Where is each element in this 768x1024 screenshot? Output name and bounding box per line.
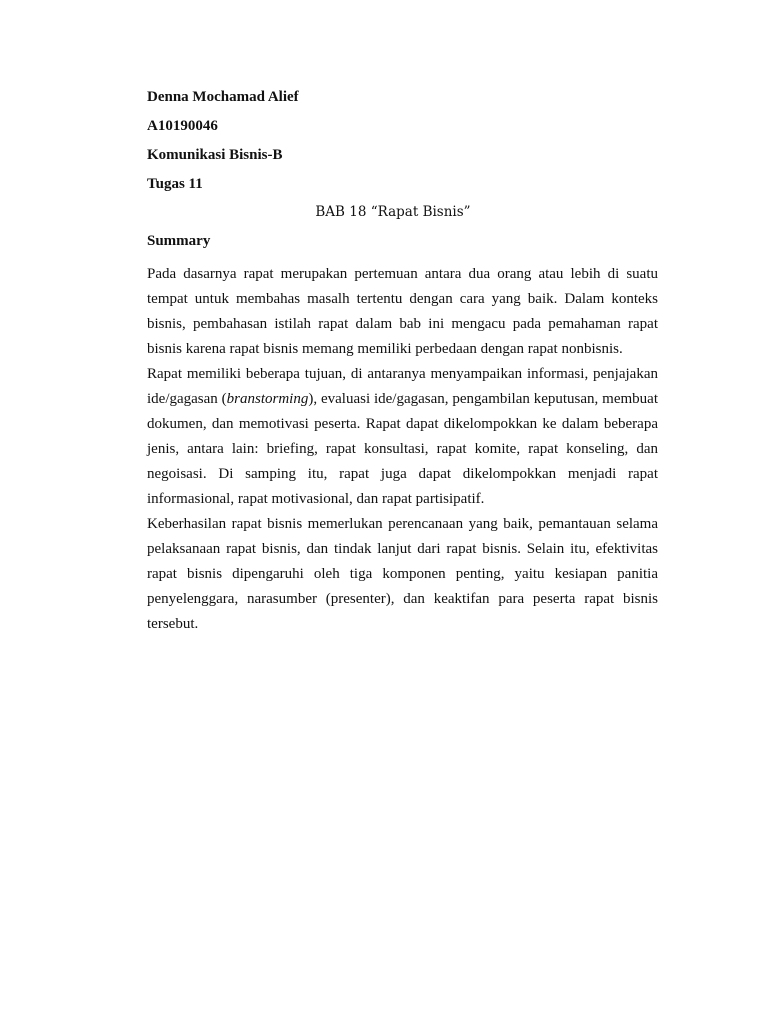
course-name: Komunikasi Bisnis-B — [147, 147, 283, 163]
paragraph-2-text-end: ), evaluasi ide/gagasan, pengambilan keputusan, membuat dokumen, dan memotivasi peserta. Rapat dapat dikelompokkan ke dalam beberapa jenis, antara lain: briefing, rapat konsultasi, rapat komite, rapat konseling, dan negoisasi. Di samping itu, rapat juga dapat dikelompokkan menjadi rapat informasional, rapat motivasional, dan rapat partisipatif. — [147, 391, 658, 507]
paragraph-2-italic-term: branstorming — [226, 391, 309, 407]
paragraph-2 — [147, 362, 658, 512]
assignment-label: Tugas 11 — [147, 176, 203, 192]
author-name: Denna Mochamad Alief — [147, 89, 299, 105]
document-title-row — [0, 203, 768, 221]
summary-body — [147, 262, 658, 637]
paragraph-1: Pada dasarnya rapat merupakan pertemuan antara dua orang atau lebih di suatu tempat untuk membahas masalh tertentu dengan cara yang baik. Dalam konteks bisnis, pembahasan istilah rapat dalam bab ini mengacu pada pemahaman rapat bisnis karena rapat bisnis memang memiliki perbedaan dengan rapat nonbisnis. — [147, 266, 658, 357]
paragraph-2-text-start: Rapat memiliki beberapa tujuan, di antaranya menyampaikan informasi, penjajakan ide/gagasan ( — [147, 366, 658, 407]
paragraph-3: Keberhasilan rapat bisnis memerlukan perencanaan yang baik, pemantauan selama pelaksanaan rapat bisnis, dan tindak lanjut dari rapat bisnis. Selain itu, efektivitas rapat bisnis dipengaruhi oleh tiga komponen penting, yaitu kesiapan panitia penyelenggara, narasumber (presenter), dan keaktifan para peserta rapat bisnis tersebut. — [147, 516, 658, 632]
student-id: A10190046 — [147, 118, 218, 134]
document-title: BAB 18 “Rapat Bisnis” — [315, 204, 471, 220]
summary-heading: Summary — [147, 233, 211, 249]
